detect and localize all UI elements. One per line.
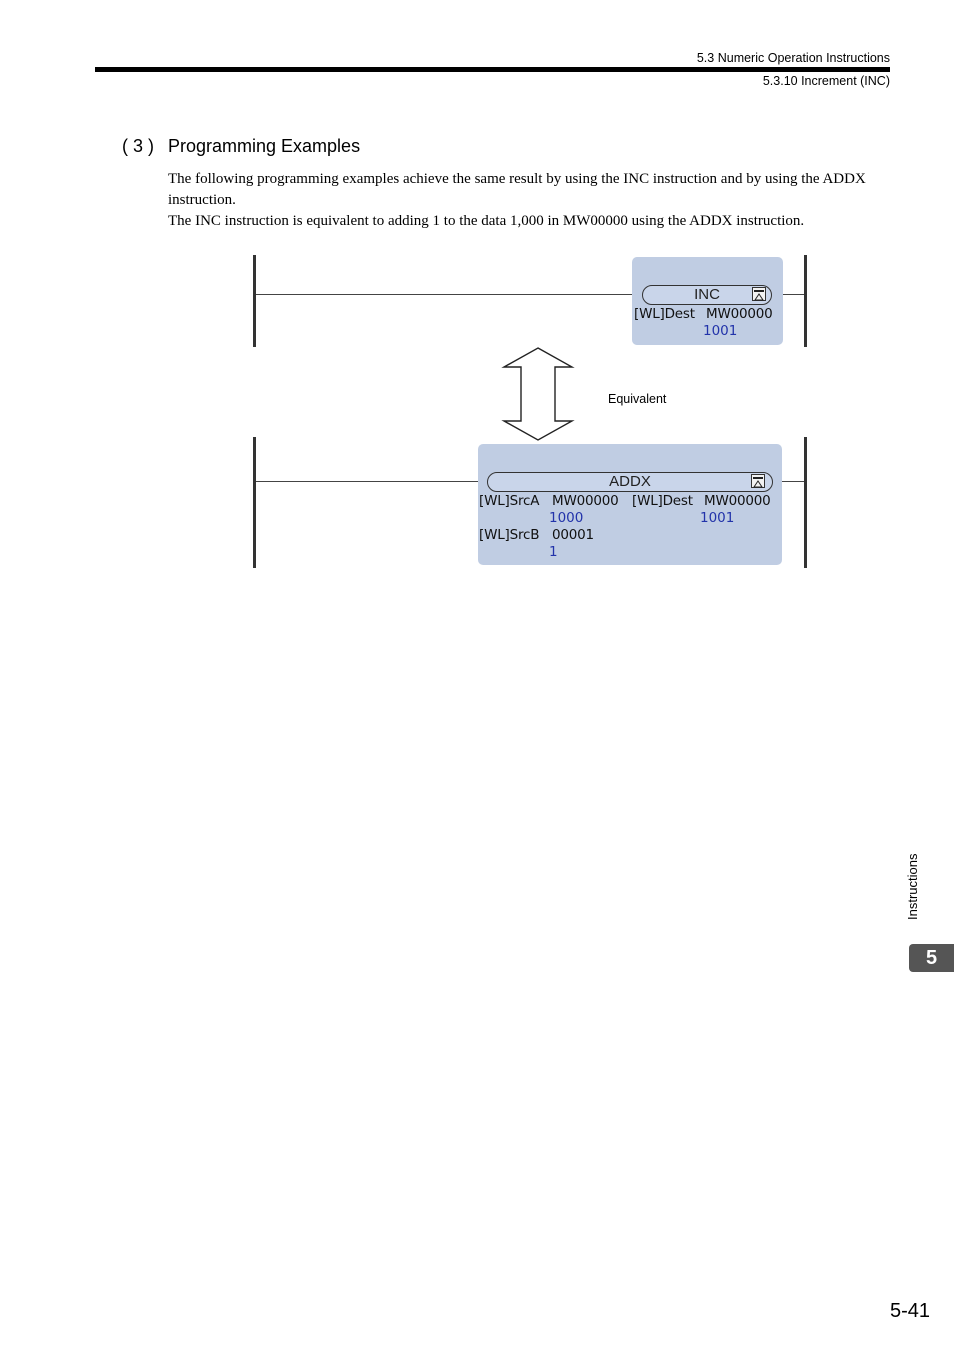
equivalent-label: Equivalent [608, 392, 667, 406]
paragraph-1: The following programming examples achieve the same result by using the INC instruction and by using the ADDX instruction. [168, 171, 866, 208]
header-section: 5.3 Numeric Operation Instructions [696, 51, 890, 65]
inc-dest-register: MW00000 [706, 306, 773, 322]
addx-srca-label: [WL]SrcA [479, 493, 540, 509]
header-subsection: 5.3.10 Increment (INC) [762, 74, 890, 88]
inc-dest-value: 1001 [703, 323, 738, 339]
section-heading [122, 136, 360, 157]
side-tab-label: Instructions [905, 853, 920, 920]
hourglass-icon[interactable] [752, 287, 766, 301]
addx-srcb-register: 00001 [552, 527, 594, 543]
heading-number: ( 3 ) [122, 136, 155, 156]
chapter-tab: 5 [909, 944, 954, 972]
addx-srcb-label: [WL]SrcB [479, 527, 540, 543]
header-rule [95, 67, 890, 72]
right-power-rail [804, 255, 807, 347]
right-power-rail-2 [804, 437, 807, 568]
addx-srca-value: 1000 [549, 510, 584, 526]
double-arrow-icon [500, 346, 576, 442]
addx-instruction-pill [487, 472, 773, 492]
addx-dest-value: 1001 [700, 510, 735, 526]
hourglass-icon[interactable] [751, 474, 765, 488]
heading-title: Programming Examples [168, 136, 361, 156]
addx-block [478, 444, 782, 565]
addx-instruction-name: ADDX [609, 473, 651, 490]
left-power-rail [253, 255, 256, 347]
left-power-rail-2 [253, 437, 256, 568]
addx-srcb-value: 1 [549, 544, 558, 560]
addx-srca-register: MW00000 [552, 493, 619, 509]
inc-dest-label: [WL]Dest [634, 306, 695, 322]
addx-dest-register: MW00000 [704, 493, 771, 509]
inc-instruction-name: INC [694, 286, 720, 303]
rung-wire-2 [256, 481, 488, 482]
rung-wire [256, 294, 642, 295]
addx-dest-label: [WL]Dest [632, 493, 693, 509]
inc-block [632, 257, 783, 345]
page-number: 5-41 [889, 1300, 930, 1322]
paragraph-2: The INC instruction is equivalent to adding 1 to the data 1,000 in MW00000 using the ADDX instruction. [168, 213, 805, 229]
